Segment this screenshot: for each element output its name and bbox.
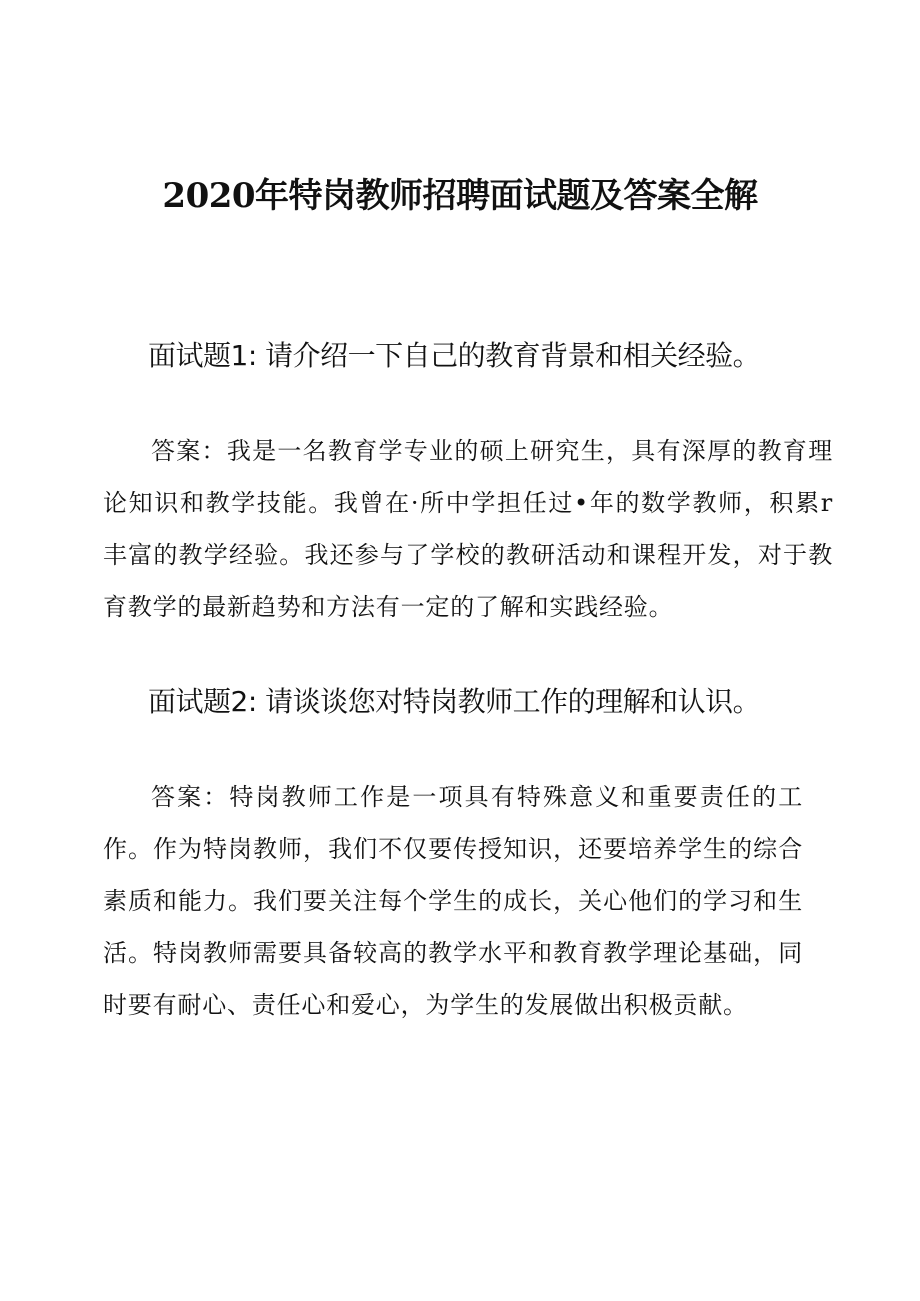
answer-1: 答案：我是一名教育学专业的硕上研究生，具有深厚的教育理论知识和教学技能。我曾在·所中学担任过•年的数学教师，积累r丰富的教学经验。我还参与了学校的教研活动和课程开发，对于教育教学的最新趋势和方法有一定的了解和实践经验。 [103,437,833,621]
question-2: 面试题2: 请谈谈您对特岗教师工作的理解和认识。 [148,685,761,718]
document-title: 2020年特岗教师招聘面试题及答案全解 [162,176,758,216]
question-1: 面试题1: 请介绍一下自己的教育背景和相关经验。 [148,339,761,372]
answer-2: 答案：特岗教师工作是一项具有特殊意义和重要责任的工作。作为特岗教师，我们不仅要传授知识，还要培养学生的综合素质和能力。我们要关注每个学生的成长，关心他们的学习和生活。特岗教师需要具备较高的教学水平和教育教学理论基础，同时要有耐心、责任心和爱心，为学生的发展做出积极贡献。 [103,783,803,1019]
